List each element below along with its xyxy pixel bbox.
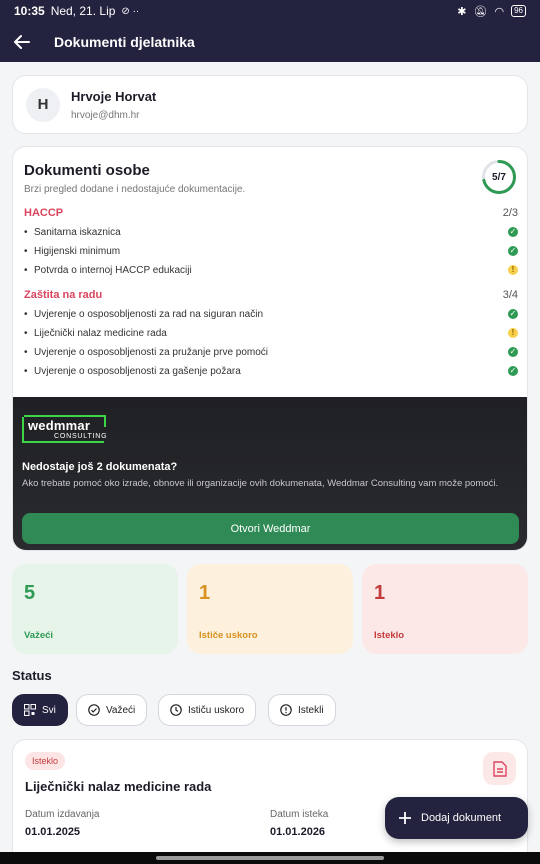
add-document-label: Dodaj dokument	[421, 812, 502, 824]
expiry-label: Datum isteka	[270, 809, 329, 820]
bluetooth-icon: ✱	[457, 5, 467, 18]
stat-value: 1	[199, 582, 211, 604]
system-status-bar	[0, 0, 540, 22]
chip-label: Važeći	[106, 704, 136, 716]
mute-icon: 🔕︎	[473, 5, 488, 18]
logo-sub: CONSULTING	[54, 433, 108, 440]
check-icon: ✓	[509, 309, 517, 318]
document-label: Higijenski minimum	[34, 245, 121, 257]
stat-value: 5	[24, 582, 36, 604]
weddmar-promo-banner	[13, 397, 528, 551]
status-section-title: Status	[12, 668, 52, 683]
documents-title: Dokumenti osobe	[24, 162, 150, 179]
document-label: Uvjerenje o osposobljenosti za gašenje požara	[34, 365, 241, 377]
document-label: Uvjerenje o osposobljenosti za pružanje prve pomoći	[34, 346, 269, 358]
avatar: H	[26, 88, 60, 122]
list-item: • Potvrda o internoj HACCP edukaciji !	[24, 262, 518, 278]
issued-label: Datum izdavanja	[25, 809, 100, 820]
status-date: Ned, 21. Lip	[50, 4, 116, 18]
section-name: HACCP	[24, 207, 64, 219]
check-circle-icon	[88, 704, 100, 716]
add-document-button[interactable]	[385, 797, 528, 839]
scroll-content[interactable]	[0, 62, 540, 864]
logo-word: wedmmar	[28, 418, 91, 433]
progress-label: 5/7	[492, 171, 506, 183]
employee-name: Hrvoje Horvat	[71, 88, 157, 104]
employee-email: hrvoje@dhm.hr	[71, 109, 140, 121]
document-icon	[493, 761, 507, 777]
open-weddmar-button[interactable]: Otvori Weddmar	[22, 513, 519, 544]
page-title: Dokumenti djelatnika	[54, 34, 195, 50]
list-item: • Uvjerenje o osposobljenosti za rad na siguran način ✓	[24, 308, 517, 320]
list-item: • Uvjerenje o osposobljenosti za gašenje požara ✓	[24, 365, 517, 377]
person-documents-card	[12, 146, 528, 551]
list-item: • Higijenski minimum ✓	[24, 245, 517, 257]
section-name: Zaštita na radu	[24, 289, 103, 301]
stat-value: 1	[374, 582, 386, 604]
document-label: Uvjerenje o osposobljenosti za rad na siguran način	[34, 308, 264, 320]
list-item: • Uvjerenje o osposobljenosti za pružanje prve pomoći ✓	[24, 346, 517, 358]
issued-value: 01.01.2025	[25, 826, 81, 838]
status-time: 10:35	[14, 4, 45, 18]
weddmar-logo	[22, 417, 108, 443]
section-count: 2/3	[502, 207, 518, 219]
system-nav-bar	[0, 852, 540, 864]
wifi-icon: ◠	[494, 5, 505, 18]
list-item: • Sanitarna iskaznica ✓	[24, 226, 517, 238]
filter-chip-all[interactable]	[12, 694, 68, 726]
filter-chip-valid[interactable]	[76, 694, 147, 726]
stat-label: Ističe uskoro	[199, 630, 258, 641]
chip-label: Svi	[42, 704, 56, 716]
promo-title: Nedostaje još 2 dokumenata?	[22, 461, 178, 473]
alert-circle-icon	[280, 704, 292, 716]
stat-label: Važeći	[24, 630, 54, 641]
status-icons	[457, 5, 526, 18]
document-label: Liječnički nalaz medicine rada	[34, 327, 167, 339]
expiry-value: 01.01.2026	[270, 826, 326, 838]
plus-icon	[399, 812, 411, 824]
stat-card-expired[interactable]	[362, 564, 528, 654]
back-button[interactable]	[0, 22, 44, 62]
check-icon: ✓	[509, 246, 517, 255]
clock-icon	[170, 704, 182, 716]
filter-chip-expiring[interactable]	[158, 694, 256, 726]
stat-label: Isteklo	[374, 630, 405, 641]
section-safety-header	[24, 289, 518, 301]
view-document-button[interactable]	[483, 752, 516, 785]
promo-text: Ako trebate pomoć oko izrade, obnove ili organizacije ovih dokumenata, Weddmar Consulting vam može pomoći.	[22, 478, 499, 489]
warning-icon: !	[508, 265, 518, 275]
check-icon: ✓	[509, 366, 517, 375]
section-haccp-header	[24, 207, 518, 219]
home-gesture-handle[interactable]	[156, 856, 384, 860]
check-icon: ✓	[509, 347, 517, 356]
sync-icon: ⊘ ··	[121, 5, 140, 17]
employee-profile-card	[12, 75, 528, 134]
document-label: Potvrda o internoj HACCP edukaciji	[34, 264, 192, 276]
stat-card-valid[interactable]	[12, 564, 178, 654]
grid-icon	[24, 704, 36, 716]
document-label: Sanitarna iskaznica	[34, 226, 121, 238]
stat-card-expiring[interactable]	[187, 564, 353, 654]
document-title: Liječnički nalaz medicine rada	[25, 779, 212, 794]
list-item: • Liječnički nalaz medicine rada !	[24, 325, 518, 341]
arrow-left-icon	[14, 34, 30, 50]
documents-subtitle: Brzi pregled dodane i nedostajuće dokumentacije.	[24, 184, 246, 195]
chip-label: Ističu uskoro	[188, 704, 245, 716]
battery-icon: 96	[511, 5, 526, 17]
app-bar	[0, 22, 540, 62]
status-badge: Isteklo	[25, 752, 65, 770]
section-count: 3/4	[502, 289, 518, 301]
check-icon: ✓	[509, 227, 517, 236]
chip-label: Istekli	[298, 704, 324, 716]
filter-chip-expired[interactable]	[268, 694, 336, 726]
warning-icon: !	[508, 328, 518, 338]
